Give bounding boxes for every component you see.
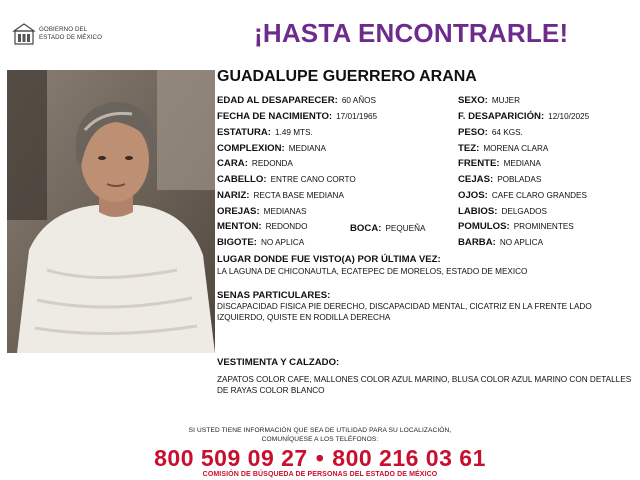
last-seen-title: LUGAR DONDE FUE VISTO(A) POR ÚLTIMA VEZ: xyxy=(217,254,441,265)
person-portrait-icon xyxy=(7,70,215,353)
field-eyebrows: CEJAS: POBLADAS xyxy=(458,174,542,185)
particular-marks-text: DISCAPACIDAD FISICA PIE DERECHO, DISCAPACIDAD MENTAL, CICATRIZ EN LA FRENTE LADO IZQUIERDO, QUISTE EN RODILLA DERECHA xyxy=(217,302,592,322)
phone-separator: • xyxy=(315,445,325,471)
field-weight: PESO: 64 KGS. xyxy=(458,127,523,138)
field-sex: SEXO: MUJER xyxy=(458,95,521,106)
field-cheekbones: POMULOS: PROMINENTES xyxy=(458,221,574,232)
government-logo xyxy=(12,22,122,48)
contact-note-line1: SI USTED TIENE INFORMACIÓN QUE SEA DE UTILIDAD PARA SU LOCALIZACIÓN, xyxy=(188,427,452,434)
field-build: COMPLEXION: MEDIANA xyxy=(217,143,327,154)
contact-note-line2: COMUNÍQUESE A LOS TELÉFONOS: xyxy=(261,436,379,443)
field-eyes: OJOS: CAFE CLARO GRANDES xyxy=(458,190,587,201)
field-nose: NARIZ: RECTA BASE MEDIANA xyxy=(217,190,344,201)
field-birthdate: FECHA DE NACIMIENTO: 17/01/1965 xyxy=(217,111,378,122)
field-forehead: FRENTE: MEDIANA xyxy=(458,158,541,169)
field-chin: MENTON: REDONDO xyxy=(217,221,308,232)
field-beard: BARBA: NO APLICA xyxy=(458,237,544,248)
field-height: ESTATURA: 1.49 MTS. xyxy=(217,127,313,138)
government-name: GOBIERNO DEL ESTADO DE MÉXICO xyxy=(39,26,103,41)
clothing-text: ZAPATOS COLOR CAFE, MALLONES COLOR AZUL MARINO, BLUSA COLOR AZUL MARINO CON DETALLES DE RAYAS COLOR BLANCO xyxy=(217,375,632,395)
field-age: EDAD AL DESAPARECER: 60 AÑOS xyxy=(217,95,376,106)
phone-number-2[interactable]: 800 216 03 61 xyxy=(332,445,486,471)
phone-number-1[interactable]: 800 509 09 27 xyxy=(154,445,308,471)
field-complexion: TEZ: MORENA CLARA xyxy=(458,143,549,154)
field-hair: CABELLO: ENTRE CANO CORTO xyxy=(217,174,356,185)
person-photo xyxy=(7,70,215,353)
field-mustache: BIGOTE: NO APLICA xyxy=(217,237,305,248)
commission-name: COMISIÓN DE BÚSQUEDA DE PERSONAS DEL ESTADO DE MÉXICO xyxy=(202,471,438,478)
last-seen-text: LA LAGUNA DE CHICONAUTLA, ECATEPEC DE MORELOS, ESTADO DE MEXICO xyxy=(217,267,528,276)
person-name: GUADALUPE GUERRERO ARANA xyxy=(217,68,477,85)
clothing-title: VESTIMENTA Y CALZADO: xyxy=(217,357,340,368)
particular-marks-title: SENAS PARTICULARES: xyxy=(217,290,331,301)
state-emblem-icon xyxy=(12,22,36,46)
field-disappearance-date: F. DESAPARICIÓN: 12/10/2025 xyxy=(458,111,590,122)
field-face: CARA: REDONDA xyxy=(217,158,293,169)
field-ears: OREJAS: MEDIANAS xyxy=(217,206,307,217)
field-lips: LABIOS: DELGADOS xyxy=(458,206,547,217)
headline: ¡HASTA ENCONTRARLE! xyxy=(254,18,569,48)
field-mouth: BOCA: PEQUEÑA xyxy=(350,223,426,234)
phone-numbers xyxy=(0,445,640,472)
